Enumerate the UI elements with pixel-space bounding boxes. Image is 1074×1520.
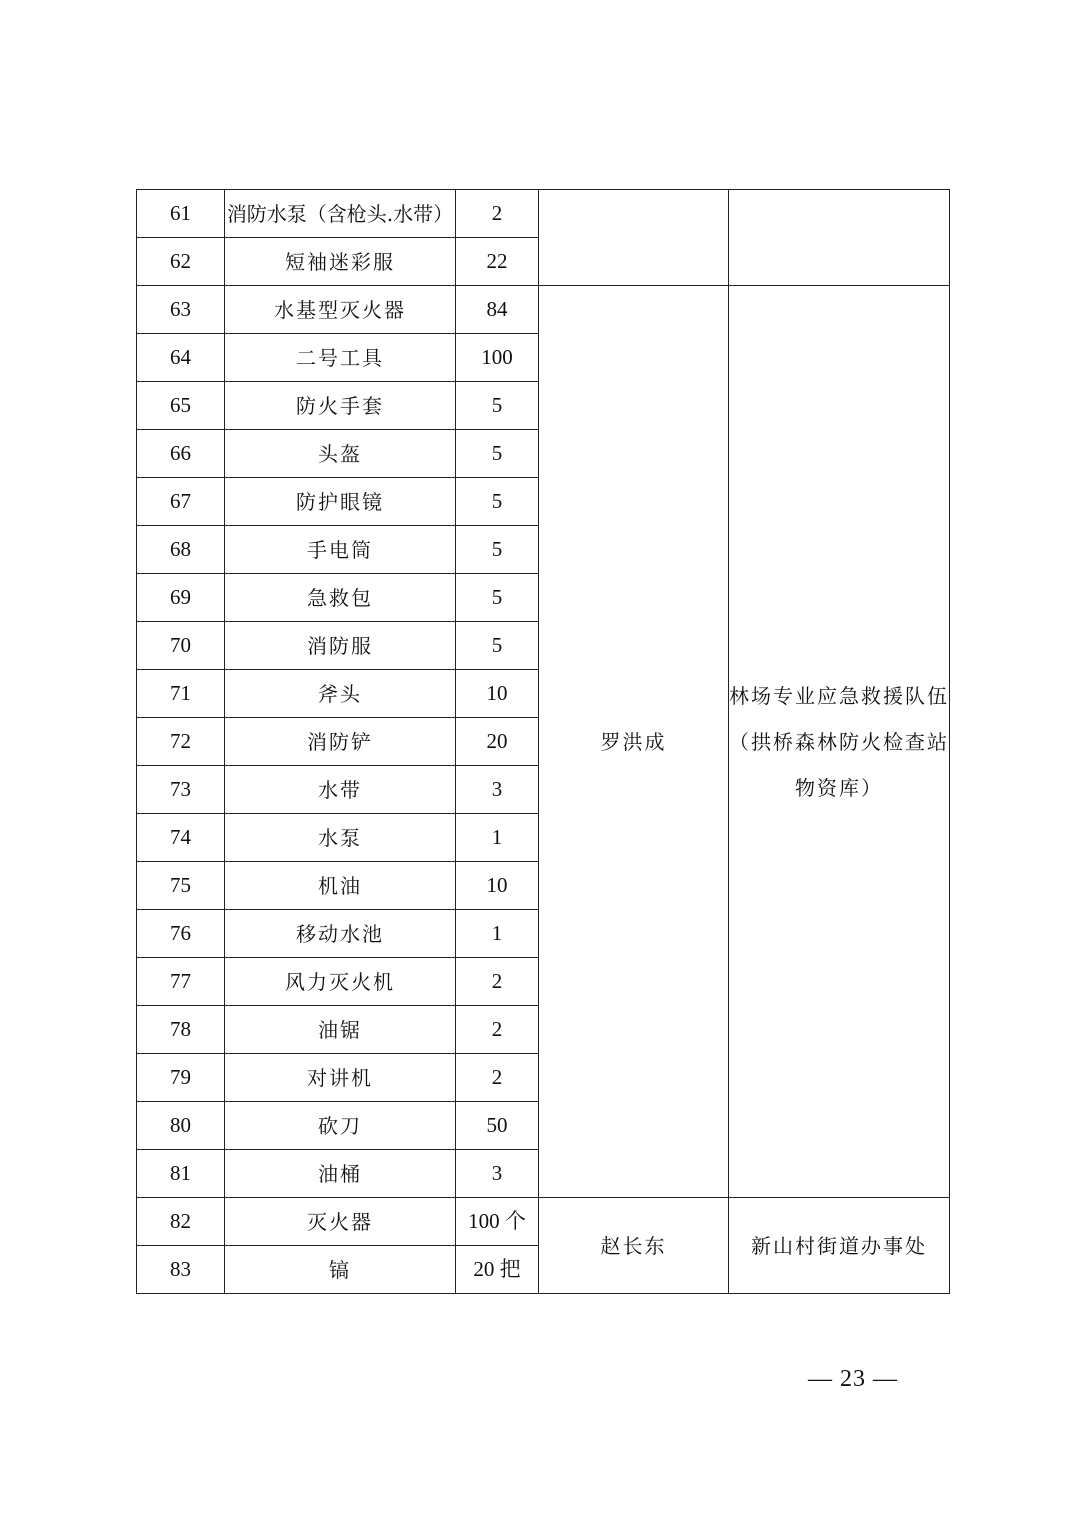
item-quantity: 20 把	[456, 1246, 539, 1294]
row-number: 77	[137, 958, 225, 1006]
storage-unit: 新山村街道办事处	[729, 1198, 950, 1294]
row-number: 69	[137, 574, 225, 622]
responsible-person: 赵长东	[539, 1198, 729, 1294]
item-quantity: 20	[456, 718, 539, 766]
item-name: 水泵	[225, 814, 456, 862]
row-number: 61	[137, 190, 225, 238]
item-name: 机油	[225, 862, 456, 910]
item-quantity: 3	[456, 766, 539, 814]
row-number: 76	[137, 910, 225, 958]
row-number: 67	[137, 478, 225, 526]
item-name: 水带	[225, 766, 456, 814]
row-number: 63	[137, 286, 225, 334]
row-number: 64	[137, 334, 225, 382]
table-row	[137, 1198, 950, 1246]
item-name: 斧头	[225, 670, 456, 718]
row-number: 81	[137, 1150, 225, 1198]
item-name: 短袖迷彩服	[225, 238, 456, 286]
item-quantity: 100 个	[456, 1198, 539, 1246]
row-number: 78	[137, 1006, 225, 1054]
supplies-table	[136, 189, 950, 1294]
item-quantity: 5	[456, 478, 539, 526]
person-cell-empty	[539, 190, 729, 286]
row-number: 62	[137, 238, 225, 286]
row-number: 72	[137, 718, 225, 766]
item-name: 油桶	[225, 1150, 456, 1198]
item-quantity: 22	[456, 238, 539, 286]
item-name: 风力灭火机	[225, 958, 456, 1006]
table-row	[137, 286, 950, 334]
row-number: 75	[137, 862, 225, 910]
item-name: 对讲机	[225, 1054, 456, 1102]
row-number: 79	[137, 1054, 225, 1102]
item-quantity: 84	[456, 286, 539, 334]
item-quantity: 2	[456, 958, 539, 1006]
item-quantity: 2	[456, 190, 539, 238]
item-name: 灭火器	[225, 1198, 456, 1246]
table-row	[137, 190, 950, 238]
storage-unit-line: 物资库）	[795, 775, 883, 800]
item-quantity: 5	[456, 526, 539, 574]
item-name: 防护眼镜	[225, 478, 456, 526]
unit-cell-empty	[729, 190, 950, 286]
responsible-person: 罗洪成	[539, 286, 729, 1198]
storage-unit-line: 林场专业应急救援队伍	[729, 683, 949, 708]
row-number: 83	[137, 1246, 225, 1294]
item-quantity: 5	[456, 430, 539, 478]
item-quantity: 2	[456, 1006, 539, 1054]
item-name: 头盔	[225, 430, 456, 478]
row-number: 80	[137, 1102, 225, 1150]
supplies-table-body	[137, 190, 950, 1294]
page-number: — 23 —	[808, 1366, 898, 1392]
item-name: 二号工具	[225, 334, 456, 382]
row-number: 66	[137, 430, 225, 478]
item-quantity: 10	[456, 862, 539, 910]
storage-unit-line: （拱桥森林防火检查站	[729, 729, 949, 754]
item-quantity: 1	[456, 910, 539, 958]
item-name: 砍刀	[225, 1102, 456, 1150]
item-quantity: 1	[456, 814, 539, 862]
item-name: 急救包	[225, 574, 456, 622]
item-quantity: 2	[456, 1054, 539, 1102]
item-quantity: 100	[456, 334, 539, 382]
item-name: 镐	[225, 1246, 456, 1294]
item-name: 水基型灭火器	[225, 286, 456, 334]
row-number: 71	[137, 670, 225, 718]
item-name: 移动水池	[225, 910, 456, 958]
item-quantity: 10	[456, 670, 539, 718]
item-quantity: 5	[456, 622, 539, 670]
row-number: 74	[137, 814, 225, 862]
row-number: 65	[137, 382, 225, 430]
item-name: 消防铲	[225, 718, 456, 766]
row-number: 70	[137, 622, 225, 670]
row-number: 82	[137, 1198, 225, 1246]
item-name: 消防服	[225, 622, 456, 670]
item-quantity: 5	[456, 574, 539, 622]
item-name: 油锯	[225, 1006, 456, 1054]
row-number: 68	[137, 526, 225, 574]
storage-unit	[729, 286, 950, 1198]
item-quantity: 3	[456, 1150, 539, 1198]
item-name: 防火手套	[225, 382, 456, 430]
item-quantity: 5	[456, 382, 539, 430]
row-number: 73	[137, 766, 225, 814]
item-name: 手电筒	[225, 526, 456, 574]
item-quantity: 50	[456, 1102, 539, 1150]
item-name: 消防水泵（含枪头.水带）	[225, 190, 456, 238]
